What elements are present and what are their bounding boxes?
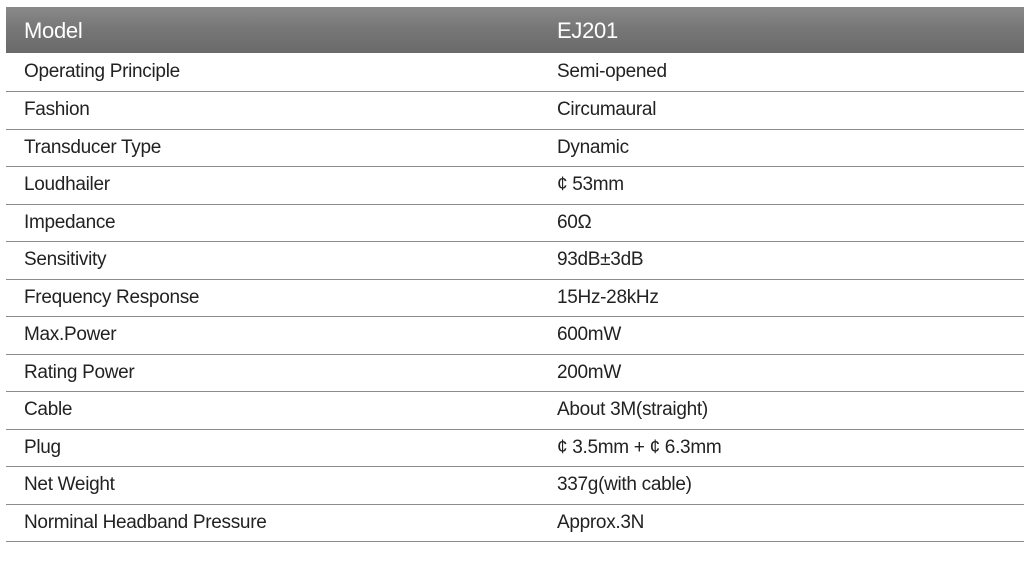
row-value: About 3M(straight)	[557, 399, 708, 421]
row-value: Semi-opened	[557, 61, 667, 82]
row-value: 200mW	[557, 361, 621, 383]
row-label: Transducer Type	[24, 136, 162, 158]
row-value: 600mW	[557, 324, 621, 346]
row-label: Impedance	[24, 211, 116, 233]
table-row	[6, 430, 1024, 468]
row-label: Cable	[24, 399, 73, 421]
row-label: Operating Principle	[24, 61, 180, 82]
row-label: Loudhailer	[24, 174, 110, 196]
header-label: Model	[24, 18, 83, 43]
row-label: Rating Power	[24, 361, 135, 383]
row-value: 60Ω	[557, 211, 592, 233]
table-row	[6, 53, 1024, 92]
row-label: Sensitivity	[24, 249, 107, 271]
table-row	[6, 280, 1024, 318]
row-label: Frequency Response	[24, 286, 200, 308]
row-label: Fashion	[24, 99, 90, 121]
row-value: Circumaural	[557, 99, 657, 121]
table-row	[6, 167, 1024, 205]
row-value: ¢ 53mm	[557, 174, 624, 196]
table-row	[6, 505, 1024, 543]
row-value: 93dB±3dB	[557, 249, 644, 271]
header-value: EJ201	[557, 18, 618, 43]
table-row	[6, 130, 1024, 168]
row-label: Norminal Headband Pressure	[24, 511, 267, 533]
row-value: ¢ 3.5mm + ¢ 6.3mm	[557, 436, 722, 458]
table-row	[6, 242, 1024, 280]
row-label: Max.Power	[24, 324, 117, 346]
table-row	[6, 467, 1024, 505]
table-row	[6, 92, 1024, 130]
table-header	[6, 7, 1024, 53]
row-value: Dynamic	[557, 136, 629, 158]
spec-table	[6, 7, 1024, 542]
table-row	[6, 392, 1024, 430]
table-row	[6, 355, 1024, 393]
table-row	[6, 317, 1024, 355]
table-row	[6, 205, 1024, 243]
row-label: Plug	[24, 436, 61, 458]
row-label: Net Weight	[24, 474, 115, 496]
table-body	[6, 53, 1024, 542]
row-value: 337g(with cable)	[557, 474, 692, 496]
row-value: 15Hz-28kHz	[557, 286, 659, 308]
row-value: Approx.3N	[557, 511, 645, 533]
